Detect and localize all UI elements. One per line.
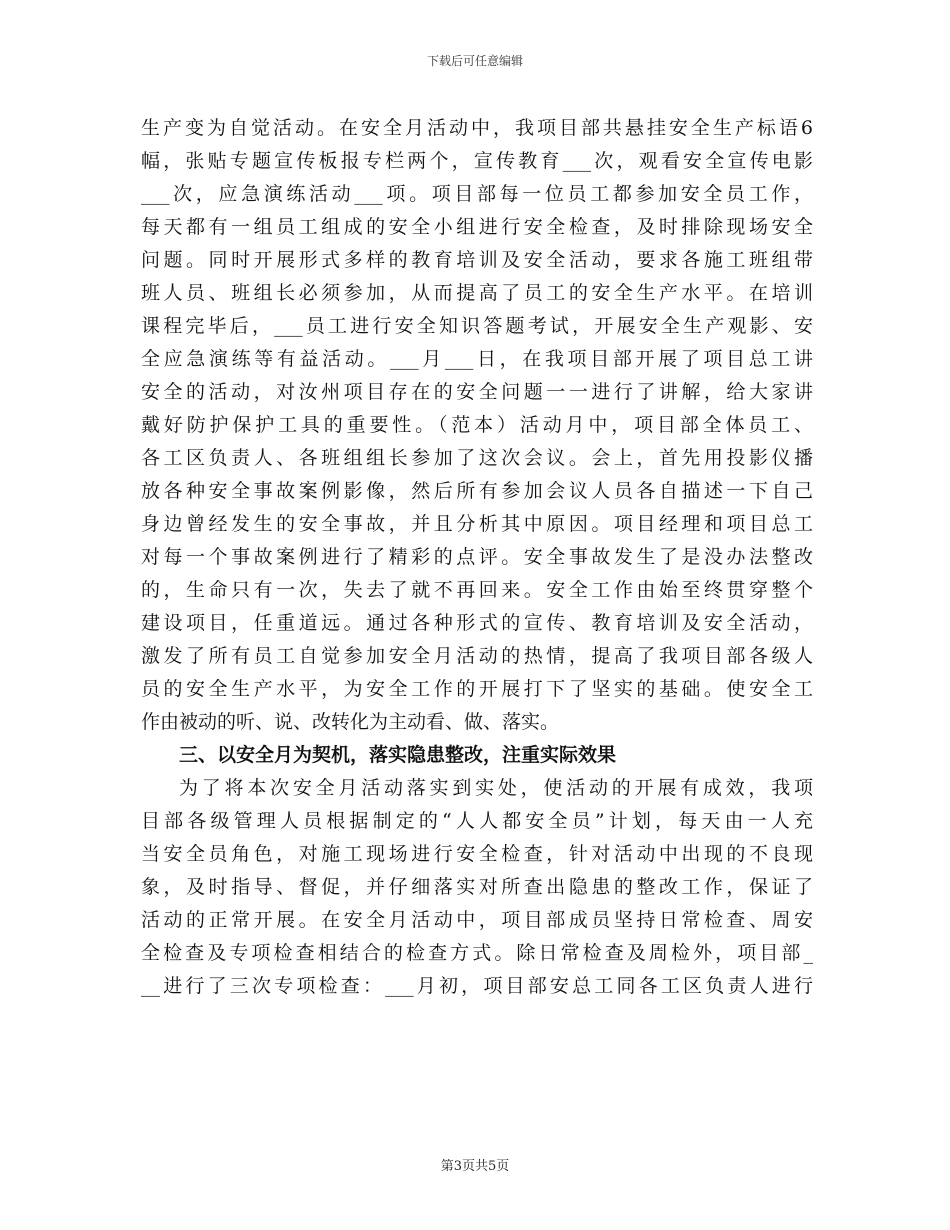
document-body: [141, 112, 813, 1003]
text-line: 幅，张贴专题宣传板报专栏两个，宣传教育___次，观看安全宣传电影: [141, 150, 813, 172]
text-line: 建设项目，任重道远。通过各种形式的宣传、教育培训及安全活动，: [141, 612, 813, 634]
text-line: 当安全员角色，对施工现场进行安全检查，针对活动中出现的不良现: [141, 843, 813, 865]
text-line: 安全的活动，对汝州项目存在的安全问题一一进行了讲解，给大家讲: [141, 381, 813, 403]
paragraph-1: [141, 112, 813, 739]
page-header: 下载后可任意编辑: [426, 54, 523, 68]
text-line: 戴好防护保护工具的重要性。（范本）活动月中，项目部全体员工、: [141, 414, 813, 436]
text-line: 活动的正常开展。在安全月活动中，项目部成员坚持日常检查、周安: [141, 909, 813, 931]
text-line: 员的安全生产水平，为安全工作的开展打下了坚实的基础。使安全工: [141, 678, 813, 700]
text-line: 象，及时指导、督促，并仔细落实对所查出隐患的整改工作，保证了: [141, 876, 813, 898]
text-line: 作由被动的听、说、改转化为主动看、做、落实。: [141, 711, 560, 733]
page-number: 第3页共5页: [440, 1159, 510, 1174]
paragraph-2: [141, 772, 813, 1003]
text-line: 激发了所有员工自觉参加安全月活动的热情，提高了我项目部各级人: [141, 645, 813, 667]
section-heading: 三、以安全月为契机，落实隐患整改，注重实际效果: [179, 744, 617, 766]
text-line: 生产变为自觉活动。在安全月活动中，我项目部共悬挂安全生产标语6: [141, 117, 813, 139]
text-line: __进行了三次专项检查：___月初，项目部安总工同各工区负责人进行: [141, 975, 813, 997]
text-line: 的，生命只有一次，失去了就不再回来。安全工作由始至终贯穿整个: [141, 579, 813, 601]
text-line: 目部各级管理人员根据制定的“人人都安全员”计划，每天由一人充: [141, 810, 813, 832]
text-line: 身边曾经发生的安全事故，并且分析其中原因。项目经理和项目总工: [141, 513, 813, 535]
text-line: 每天都有一组员工组成的安全小组进行安全检查，及时排除现场安全: [141, 216, 813, 238]
text-line: 各工区负责人、各班组组长参加了这次会议。会上，首先用投影仪播: [141, 447, 813, 469]
text-line: 全检查及专项检查相结合的检查方式。除日常检查及周检外，项目部_: [141, 942, 813, 964]
text-line: 为了将本次安全月活动落实到实处，使活动的开展有成效，我项: [179, 777, 813, 799]
text-line: 放各种安全事故案例影像，然后所有参加会议人员各自描述一下自己: [141, 480, 813, 502]
text-line: 班人员、班组长必须参加，从而提高了员工的安全生产水平。在培训: [141, 282, 813, 304]
text-line: ___次，应急演练活动___项。项目部每一位员工都参加安全员工作，: [141, 183, 813, 205]
text-line: 对每一个事故案例进行了精彩的点评。安全事故发生了是没办法整改: [141, 546, 813, 568]
text-line: 全应急演练等有益活动。___月___日，在我项目部开展了项目总工讲: [141, 348, 813, 370]
text-line: 课程完毕后，___员工进行安全知识答题考试，开展安全生产观影、安: [141, 315, 813, 337]
text-line: 问题。同时开展形式多样的教育培训及安全活动，要求各施工班组带: [141, 249, 813, 271]
